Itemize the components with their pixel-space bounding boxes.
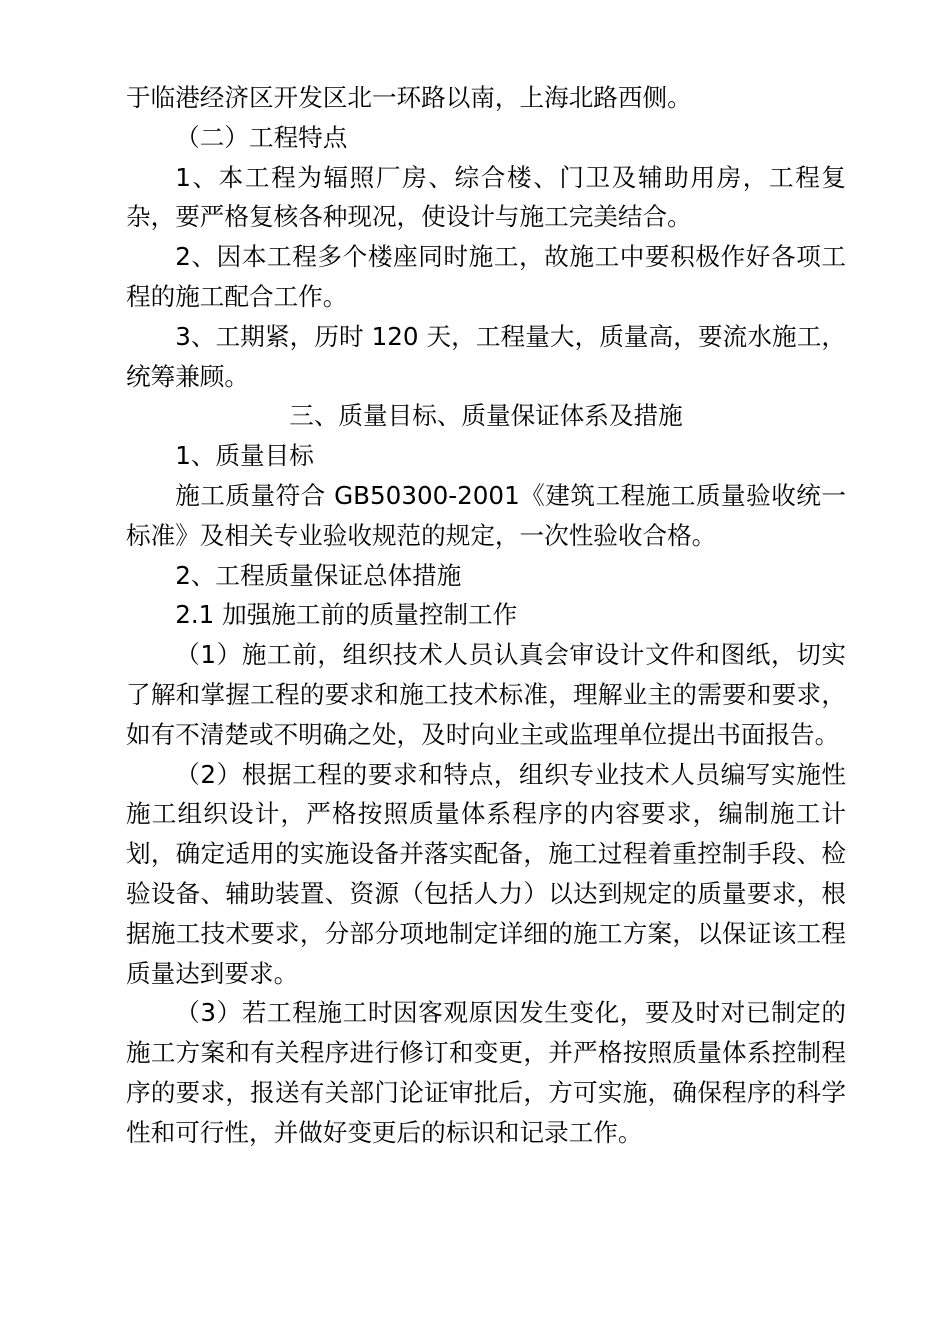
paragraph-location: 于临港经济区开发区北一环路以南，上海北路西侧。	[126, 83, 692, 112]
heading-quality-goal: 1、质量目标	[175, 441, 314, 471]
paragraph-measure-3: （3）若工程施工时因客观原因发生变化，要及时对已制定的施工方案和有关程序进行修订和变更，并严格按照质量体系控制程序的要求，报送有关部门论证审批后，方可实施，确保程序的科学性和可行性，并做好变更后的标识和记录工作。	[126, 998, 846, 1147]
section-title-quality: 三、质量目标、质量保证体系及措施	[289, 401, 683, 431]
document-page	[126, 78, 846, 1153]
paragraph-feature-3: 3、工期紧，历时 120 天，工程量大，质量高，要流水施工，统筹兼顾。	[126, 321, 846, 391]
heading-project-features: （二）工程特点	[175, 122, 348, 152]
paragraph-feature-2: 2、因本工程多个楼座同时施工，故施工中要积极作好各项工程的施工配合工作。	[126, 242, 846, 311]
paragraph-measure-2: （2）根据工程的要求和特点，组织专业技术人员编写实施性施工组织设计，严格按照质量体系程序的内容要求，编制施工计划，确定适用的实施设备并落实配备，施工过程着重控制手段、检验设备、辅助装置、资源（包括人力）以达到规定的质量要求，根据施工技术要求，分部分项地制定详细的施工方案，以保证该工程质量达到要求。	[126, 759, 846, 988]
paragraph-quality-goal: 施工质量符合 GB50300-2001《建筑工程施工质量验收统一标准》及相关专业验收规范的规定，一次性验收合格。	[126, 480, 846, 550]
heading-pre-construction-control: 2.1 加强施工前的质量控制工作	[175, 600, 518, 630]
heading-quality-measures: 2、工程质量保证总体措施	[175, 560, 462, 590]
paragraph-measure-1: （1）施工前，组织技术人员认真会审设计文件和图纸，切实了解和掌握工程的要求和施工技术标准，理解业主的需要和要求，如有不清楚或不明确之处，及时向业主或监理单位提出书面报告。	[126, 640, 846, 749]
paragraph-feature-1: 1、本工程为辐照厂房、综合楼、门卫及辅助用房，工程复杂，要严格复核各种现况，使设计与施工完美结合。	[126, 162, 846, 232]
